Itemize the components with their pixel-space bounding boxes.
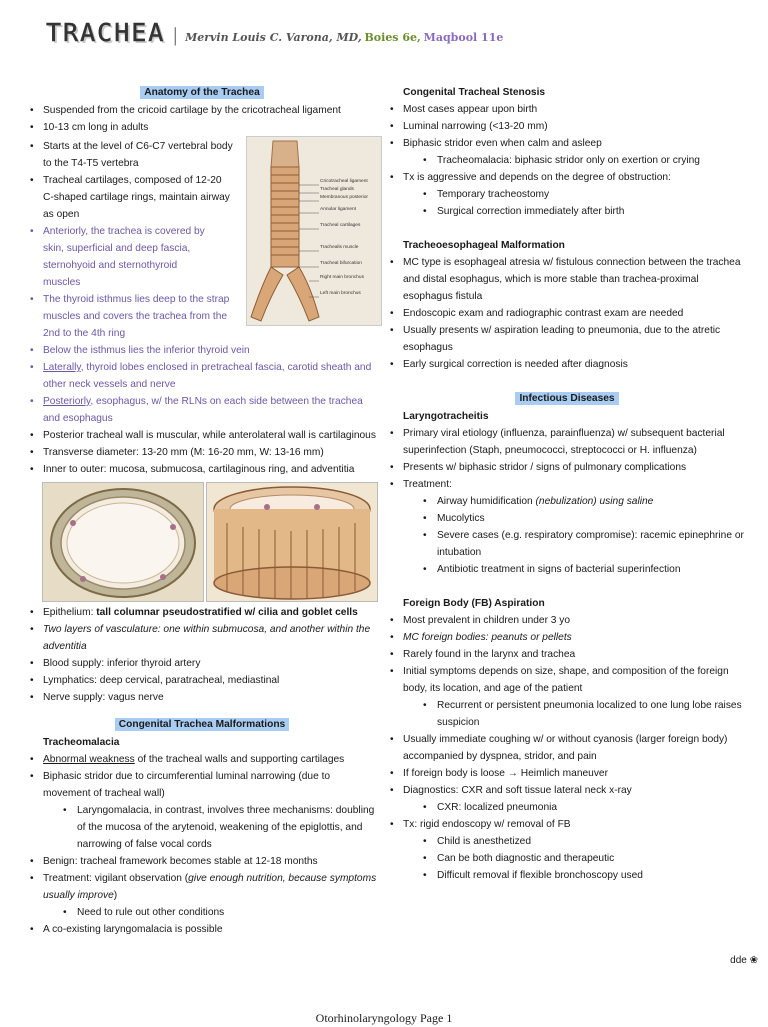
tm-italic-text: give enough nutrition, because symptoms usually improve [43,873,377,901]
list-item: • Surgical correction immediately after birth [386,203,748,220]
tracheomalacia-heading: Tracheomalacia [43,737,120,748]
list-item: • Lymphatics: deep cervical, paratracheal, mediastinal [26,672,378,689]
figure-label: Right main bronchus [320,275,364,280]
tracheomalacia-list [26,751,378,938]
trachea-cross-section-image [42,482,204,602]
list-item: • Posterior tracheal wall is muscular, while anterolateral wall is cartilaginous [26,427,378,444]
list-item [26,359,378,393]
list-item: • Antibiotic treatment in signs of bacterial superinfection [386,561,748,578]
epithelium-text: tall columnar pseudostratified w/ cilia and goblet cells [96,607,358,618]
list-item: • Tx: rigid endoscopy w/ removal of FB [386,816,748,833]
list-item: • Two layers of vasculature: one within submucosa, and another within the adventitia [26,621,378,655]
ltb-italic-text: (nebulization) using saline [535,496,654,507]
right-column [386,84,748,884]
list-item: • Most cases appear upon birth [386,101,748,118]
list-item: • Can be both diagnostic and therapeutic [386,850,748,867]
page-header [46,18,504,54]
page-number: Otorhinolaryngology Page 1 [315,1011,453,1025]
posteriorly-text: , esophagus, w/ the RLNs on each side between the trachea and esophagus [43,396,363,424]
fb-heading: Foreign Body (FB) Aspiration [403,598,545,609]
list-item [26,870,378,904]
tm-text: ) [113,890,118,901]
figure-label: Membranous posterior [320,195,368,200]
list-item: • CXR: localized pneumonia [386,799,748,816]
list-item: • Biphasic stridor even when calm and asleep [386,135,748,152]
list-item: • Starts at the level of C6-C7 vertebral body to the T4-T5 vertebra [26,138,233,172]
trachea-segment-image [206,482,378,602]
signature: dde ❀ [730,955,758,966]
histology-list [26,604,378,706]
tef-list [386,254,748,373]
list-item [26,751,378,768]
anatomy-heading: Anatomy of the Trachea [26,84,378,102]
tef-heading: Tracheoesophageal Malformation [403,240,565,251]
list-item: • Severe cases (e.g. respiratory compromise): racemic epinephrine or intubation [386,527,748,561]
list-item: • Inner to outer: mucosa, submucosa, cartilaginous ring, and adventitia [26,461,378,478]
trachea-illustration [246,136,382,326]
tm-text: Treatment: vigilant observation ( [43,873,189,884]
abnormal-weakness-text: Abnormal weakness [43,754,135,765]
list-item: • Rarely found in the larynx and trachea [386,646,748,663]
figure-label: Tracheal bifurcation [320,261,362,266]
list-item: • Transverse diameter: 13-20 mm (M: 16-20 mm, W: 13-16 mm) [26,444,378,461]
laterally-text: , thyroid lobes enclosed in pretracheal fascia, carotid sheath and other neck vessels and nerve [43,362,372,390]
cts-list [386,101,748,220]
list-item: • Diagnostics: CXR and soft tissue lateral neck x-ray [386,782,748,799]
page-title: TRACHEA [46,18,166,47]
list-item: • Tracheomalacia: biphasic stridor only on exertion or crying [386,152,748,169]
list-item: • A co-existing laryngomalacia is possible [26,921,378,938]
list-item: • Recurrent or persistent pneumonia localized to one lung lobe raises suspicion [386,697,748,731]
author-name: Mervin Louis C. Varona, MD, [185,31,362,44]
figure-label: Annular ligament [320,207,356,212]
list-item: • Temporary tracheostomy [386,186,748,203]
source-maqbool: Maqbool 11e [423,31,504,44]
list-item [26,393,378,427]
list-item: • MC foreign bodies: peanuts or pellets [386,629,748,646]
ltb-text: Airway humidification [437,496,536,507]
figure-label: Trachealis muscle [320,245,359,250]
list-item: • Suspended from the cricoid cartilage by the cricotracheal ligament [26,102,378,119]
source-boies: Boies 6e, [364,31,421,44]
list-item: • Early surgical correction is needed after diagnosis [386,356,748,373]
ltb-list [386,425,748,578]
list-item: • Difficult removal if flexible bronchoscopy used [386,867,748,884]
list-item: • Need to rule out other conditions [26,904,378,921]
list-item: • Laryngomalacia, in contrast, involves three mechanisms: doubling of the mucosa of the arytenoid, weakening of the epiglottis, and narrowing of false vocal cords [26,802,378,853]
list-item: • Biphasic stridor due to circumferential luminal narrowing (due to movement of tracheal wall) [26,768,378,802]
cross-section-figures [42,482,378,600]
list-item: • If foreign body is loose → Heimlich maneuver [386,765,748,782]
list-item: • Child is anesthetized [386,833,748,850]
list-item: • Anteriorly, the trachea is covered by skin, superficial and deep fascia, sternohyoid and sternothyroid muscles [26,223,213,291]
list-item: • Presents w/ biphasic stridor / signs of pulmonary complications [386,459,748,476]
left-column [26,84,378,938]
list-item: • Mucolytics [386,510,748,527]
fb-list [386,612,748,884]
figure-label: Left main bronchus [320,291,361,296]
figure-label: Tracheal cartilages [320,223,361,228]
cts-heading: Congenital Tracheal Stenosis [403,87,546,98]
list-item [26,604,378,621]
list-item: • Tracheal cartilages, composed of 12-20 C-shaped cartilage rings, maintain airway as open [26,172,233,223]
list-item: • Treatment: [386,476,748,493]
epithelium-label: Epithelium: [43,607,97,618]
list-item: • Nerve supply: vagus nerve [26,689,378,706]
list-item: • Tx is aggressive and depends on the degree of obstruction: [386,169,748,186]
tm-text: of the tracheal walls and supporting cartilages [134,754,345,765]
list-item: • Initial symptoms depends on size, shape, and composition of the foreign body, its location, and age of the patient [386,663,748,697]
list-item [386,493,748,510]
list-item: • 10-13 cm long in adults [26,119,378,136]
list-item: • Endoscopic exam and radiographic contrast exam are needed [386,305,748,322]
list-item: • Usually immediate coughing w/ or without cyanosis (larger foreign body) accompanied by dyspnea, stridor, and pain [386,731,748,765]
malformations-heading: Congenital Trachea Malformations [26,716,378,734]
ltb-heading: Laryngotracheitis [403,411,489,422]
infectious-heading: Infectious Diseases [386,390,748,408]
list-item: • Most prevalent in children under 3 yo [386,612,748,629]
figure-label: Cricotracheal ligament [320,179,368,184]
list-item: • Luminal narrowing (<13-20 mm) [386,118,748,135]
posteriorly-label: Posteriorly [43,396,91,407]
laterally-label: Laterally [43,362,81,373]
list-item: • Blood supply: inferior thyroid artery [26,655,378,672]
list-item: • Primary viral etiology (influenza, parainfluenza) w/ subsequent bacterial superinfection (Staph, pneumococci, streptococci or H. influenza) [386,425,748,459]
list-item: • The thyroid isthmus lies deep to the strap muscles and covers the trachea from the 2nd to the 4th ring [26,291,233,342]
title-separator: | [173,24,178,46]
figure-label: Tracheal glands [320,187,354,192]
figure-labels [320,179,380,296]
list-item: • Usually presents w/ aspiration leading to pneumonia, due to the atretic esophagus [386,322,748,356]
list-item: • Benign: tracheal framework becomes stable at 12-18 months [26,853,378,870]
list-item: • Below the isthmus lies the inferior thyroid vein [26,342,378,359]
list-item: • MC type is esophageal atresia w/ fistulous connection between the trachea and distal esophagus, which is more stable than trachea-proximal esophagus fistula [386,254,748,305]
